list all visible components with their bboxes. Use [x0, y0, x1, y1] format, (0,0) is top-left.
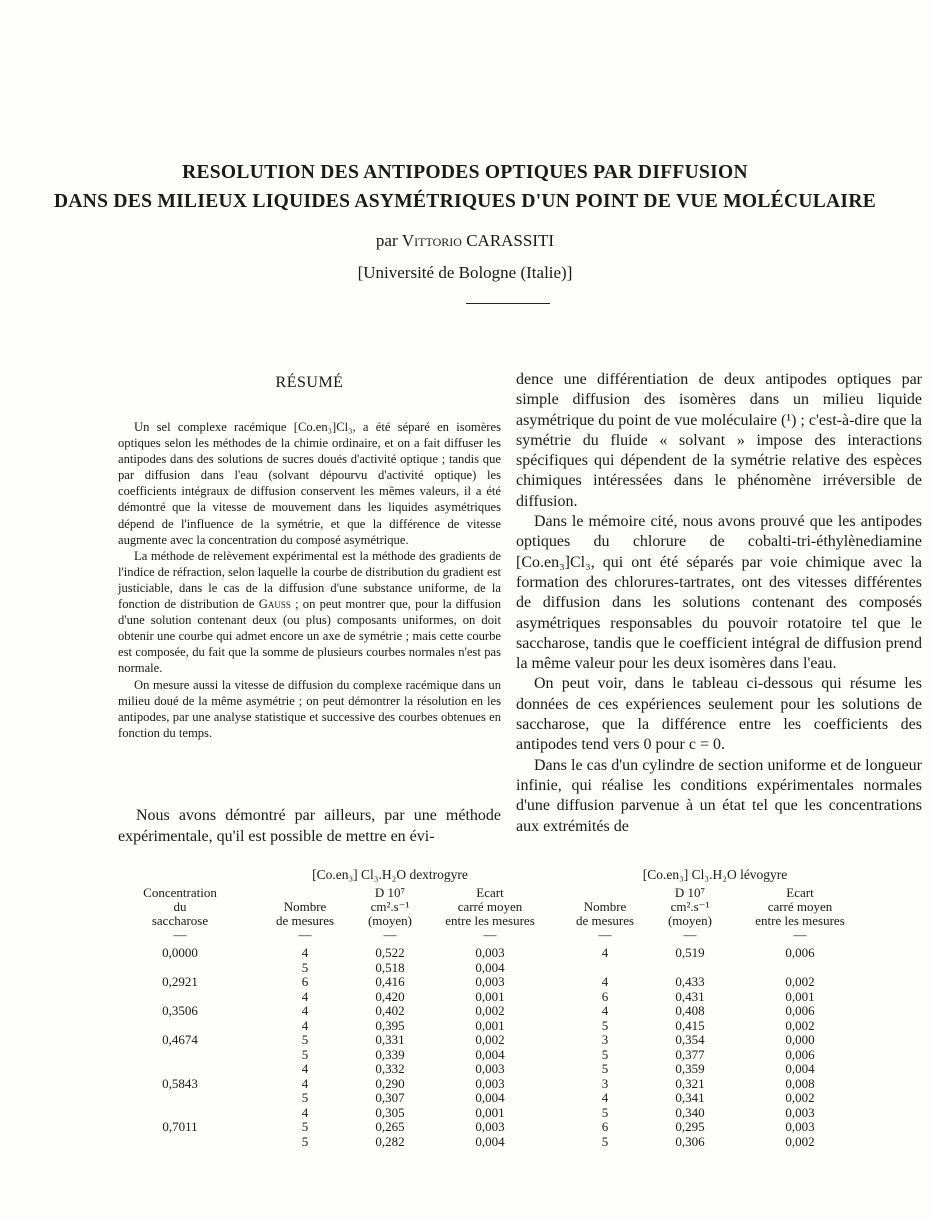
column-header-d-levo: D 10⁷ cm².s⁻¹ (moyen) [667, 885, 713, 928]
table-row [130, 1091, 890, 1106]
cell-d-levo: 0,321 [675, 1075, 705, 1091]
cell-concentration: 0,4674 [162, 1032, 198, 1047]
column-header-d-dextro: D 10⁷ cm².s⁻¹ (moyen) [367, 885, 413, 928]
cell-concentration: 0,5843 [162, 1075, 198, 1091]
table-row [130, 975, 890, 990]
cell-nombre-dextro: 6 [301, 974, 309, 989]
column-dash: — [598, 927, 612, 942]
resume-heading: RÉSUMÉ [275, 374, 344, 391]
body-right-paragraph-3: On peut voir, dans le tableau ci-dessous qui résume les données de ces expériences seulement pour les solutions de saccharose, que la différence entre les coefficients des antipodes tend vers 0 pour c = 0. [516, 675, 922, 754]
cell-concentration: 0,3506 [162, 1003, 198, 1018]
affiliation: [Université de Bologne (Italie)] [357, 263, 573, 282]
title-line-2: DANS DES MILIEUX LIQUIDES ASYMÉTRIQUES D'UN POINT DE VUE MOLÉCULAIRE [53, 191, 877, 212]
cell-ecart-levo: 0,006 [785, 945, 815, 960]
cell-ecart-dextro: 0,003 [475, 974, 505, 989]
cell-nombre-levo: 5 [601, 1046, 609, 1062]
cell-d-dextro: 0,305 [375, 1104, 405, 1120]
cell-ecart-levo: 0,001 [785, 988, 815, 1004]
cell-d-levo: 0,341 [675, 1090, 705, 1105]
table-row [130, 946, 890, 961]
column-dash: — [793, 927, 807, 942]
cell-d-levo: 0,306 [675, 1133, 705, 1149]
column-header-concentration: Concentration du saccharose [143, 885, 217, 928]
cell-ecart-dextro: 0,003 [475, 945, 505, 960]
body-right-paragraph-2: Dans le mémoire cité, nous avons prouvé que les antipodes optiques du chlorure de cobalti-tri-éthylènediamine [Co.en₃]Cl₃, qui ont été séparés par voie chimique avec la formation des chlorures-tartrates, ont des vitesses différentes de diffusion dans les solutions contenant des composés asymétriques responsables du pouvoir rotatoire tel que le saccharose, tandis que le coefficient intégral de diffusion prend la même valeur pour les deux isomères dans l'eau. [516, 513, 922, 673]
cell-nombre-dextro: 5 [301, 959, 309, 975]
cell-ecart-levo: 0,008 [785, 1075, 815, 1091]
body-right-paragraph-4: Dans le cas d'un cylindre de section uniforme et de longueur infinie, qui réalise les conditions expérimentales normales d'une diffusion parvenue à un état tel que les concentrations aux extrémités de [516, 756, 922, 835]
group-header-levogyre: [Co.en₃] Cl₃.H₂O lévogyre [642, 867, 788, 882]
body-right-paragraph-1: dence une différentiation de deux antipodes optiques par simple diffusion des isomères dans un milieu liquide asymétrique du point de vue moléculaire (¹) ; c'est-à-dire que la symétrie du fluide « solvant » impose des interactions spécifiques qui dépendent de la symétrie relative des espèces chimiques intéressées dans le phénomène irréversible de diffusion. [516, 371, 922, 510]
cell-ecart-dextro: 0,002 [475, 1032, 505, 1047]
cell-nombre-levo: 5 [601, 1061, 609, 1076]
cell-ecart-levo: 0,002 [785, 974, 815, 989]
cell-d-levo: 0,359 [675, 1061, 705, 1076]
cell-d-levo: 0,354 [675, 1032, 705, 1047]
cell-d-dextro: 0,402 [375, 1003, 405, 1018]
cell-ecart-levo: 0,002 [785, 1133, 815, 1149]
table-row [130, 1120, 890, 1135]
author-prefix: par [375, 231, 398, 250]
cell-nombre-dextro: 5 [301, 1133, 309, 1149]
cell-nombre-dextro: 5 [301, 1119, 309, 1134]
column-dash: — [383, 927, 397, 942]
table-row [130, 990, 890, 1005]
cell-ecart-dextro: 0,003 [475, 1075, 505, 1091]
cell-d-dextro: 0,282 [375, 1133, 405, 1149]
cell-nombre-dextro: 4 [301, 1061, 309, 1076]
table-row [130, 961, 890, 976]
cell-nombre-levo: 4 [601, 974, 609, 989]
cell-d-levo: 0,377 [675, 1046, 705, 1062]
column-header-ecart-levo: Ecart carré moyen entre les mesures [755, 885, 845, 928]
cell-ecart-dextro: 0,004 [475, 1090, 505, 1105]
cell-nombre-levo: 3 [601, 1032, 609, 1047]
cell-d-levo: 0,295 [675, 1119, 705, 1134]
cell-nombre-levo: 3 [601, 1075, 609, 1091]
cell-nombre-dextro: 4 [301, 945, 309, 960]
column-dash: — [683, 927, 697, 942]
cell-ecart-levo: 0,006 [785, 1003, 815, 1018]
cell-concentration: 0,7011 [162, 1119, 198, 1134]
cell-d-dextro: 0,332 [375, 1061, 405, 1076]
cell-nombre-dextro: 4 [301, 1017, 309, 1033]
right-body [516, 370, 922, 837]
cell-d-dextro: 0,420 [375, 988, 405, 1004]
cell-ecart-dextro: 0,004 [475, 959, 505, 975]
cell-ecart-levo: 0,002 [785, 1017, 815, 1033]
cell-ecart-dextro: 0,004 [475, 1046, 505, 1062]
cell-nombre-levo: 4 [601, 1003, 609, 1018]
cell-nombre-dextro: 5 [301, 1046, 309, 1062]
cell-concentration: 0,0000 [162, 945, 198, 960]
resume-p2-part-a: La méthode de relèvement expérimental est la méthode des gradients de l'indice de réfraction, selon laquelle la courbe de distribution du gradient est justiciable, dans le cas de la diffusion d'une substance uniforme, de la fonction de distribution de [118, 548, 501, 612]
cell-ecart-levo: 0,003 [785, 1104, 815, 1120]
cell-ecart-dextro: 0,001 [475, 1104, 505, 1120]
cell-ecart-dextro: 0,003 [475, 1061, 505, 1076]
cell-nombre-dextro: 4 [301, 1075, 309, 1091]
resume-text [118, 419, 501, 741]
cell-ecart-dextro: 0,002 [475, 1003, 505, 1018]
column-dash: — [173, 927, 187, 942]
cell-d-levo: 0,415 [675, 1017, 705, 1033]
resume-p2-part-b: ; on peut montrer que, pour la diffusion d'une solution contenant deux (ou plus) composants uniformes, on doit obtenir une courbe qui admet encore un axe de symétrie ; mais cette courbe est composée, du fait que la somme de plusieurs courbes normales n'est pas normale. [118, 597, 502, 676]
gauss-name: Gauss [258, 597, 291, 612]
cell-concentration: 0,2921 [162, 974, 198, 989]
cell-d-dextro: 0,339 [375, 1046, 405, 1062]
table-row [130, 1106, 890, 1121]
author-last-name: CARASSITI [466, 231, 555, 250]
left-body [118, 805, 501, 847]
title-line-1: RESOLUTION DES ANTIPODES OPTIQUES PAR DIFFUSION [182, 162, 748, 183]
table-row [130, 1048, 890, 1063]
cell-ecart-dextro: 0,001 [475, 988, 505, 1004]
cell-nombre-levo: 5 [601, 1017, 609, 1033]
table-row [130, 1062, 890, 1077]
cell-d-dextro: 0,518 [375, 959, 405, 975]
body-left-paragraph: Nous avons démontré par ailleurs, par une méthode expérimentale, qu'il est possible de mettre en évi- [118, 807, 501, 845]
column-header-ecart-dextro: Ecart carré moyen entre les mesures [445, 885, 535, 928]
cell-ecart-dextro: 0,004 [475, 1133, 505, 1149]
cell-d-dextro: 0,522 [375, 945, 405, 960]
cell-ecart-levo: 0,002 [785, 1090, 815, 1105]
cell-d-dextro: 0,290 [375, 1075, 405, 1091]
group-header-dextrogyre: [Co.en₃] Cl₃.H₂O dextrogyre [312, 867, 468, 882]
column-dash: — [483, 927, 497, 942]
cell-ecart-levo: 0,000 [785, 1032, 815, 1047]
cell-d-dextro: 0,416 [375, 974, 405, 989]
table-body [130, 946, 890, 1149]
resume-paragraph-2 [118, 548, 501, 677]
title-rule [466, 303, 550, 304]
column-header-nombre-dextro: Nombre de mesures [275, 899, 335, 928]
resume-paragraph-1: Un sel complexe racémique [Co.en₃]Cl₃, a été séparé en isomères optiques selon les méthodes de la chimie ordinaire, et on a fait diffuser les antipodes dans des solutions de sucres doués d'activité optique ; tandis que par diffusion dans l'eau (solvant dépourvu d'activité optique) les coefficients intégraux de diffusion conservent les mêmes valeurs, il a été démontré que la vitesse de mouvement dans les liquides asymétriques dépend de l'influence de la symétrie, et que la différence de vitesse augmente avec la concentration du composé asymétrique. [118, 420, 501, 547]
column-dash: — [298, 927, 312, 942]
column-header-nombre-levo: Nombre de mesures [575, 899, 635, 928]
cell-ecart-levo: 0,006 [785, 1046, 815, 1062]
cell-nombre-dextro: 4 [301, 988, 309, 1004]
cell-d-levo: 0,408 [675, 1003, 705, 1018]
table-row [130, 1077, 890, 1092]
cell-d-levo: 0,433 [675, 974, 705, 989]
cell-d-dextro: 0,307 [375, 1090, 405, 1105]
cell-nombre-levo: 6 [601, 988, 609, 1004]
cell-d-levo: 0,340 [675, 1104, 705, 1120]
cell-d-dextro: 0,265 [375, 1119, 405, 1134]
cell-ecart-levo: 0,003 [785, 1119, 815, 1134]
cell-d-dextro: 0,395 [375, 1017, 405, 1033]
cell-nombre-dextro: 5 [301, 1032, 309, 1047]
table-row [130, 1004, 890, 1019]
cell-ecart-levo: 0,004 [785, 1061, 815, 1076]
cell-d-levo: 0,431 [675, 988, 705, 1004]
cell-nombre-levo: 4 [601, 945, 609, 960]
cell-nombre-dextro: 4 [301, 1104, 309, 1120]
table-row [130, 1019, 890, 1034]
table-row [130, 1033, 890, 1048]
cell-ecart-dextro: 0,003 [475, 1119, 505, 1134]
cell-nombre-levo: 4 [601, 1090, 609, 1105]
cell-nombre-dextro: 5 [301, 1090, 309, 1105]
cell-nombre-levo: 5 [601, 1133, 609, 1149]
resume-paragraph-3: On mesure aussi la vitesse de diffusion du complexe racémique dans un milieu doué de la même asymétrie ; on peut démontrer la résolution en les antipodes, par une analyse statistique et successive des courbes obtenues en fonction du temps. [118, 677, 501, 740]
cell-nombre-levo: 6 [601, 1119, 609, 1134]
cell-d-dextro: 0,331 [375, 1032, 405, 1047]
cell-nombre-levo: 5 [601, 1104, 609, 1120]
cell-d-levo: 0,519 [675, 945, 705, 960]
cell-nombre-dextro: 4 [301, 1003, 309, 1018]
table-row [130, 1135, 890, 1150]
author-line [0, 231, 930, 251]
cell-ecart-dextro: 0,001 [475, 1017, 505, 1033]
author-first-name: Vittorio [401, 231, 462, 250]
